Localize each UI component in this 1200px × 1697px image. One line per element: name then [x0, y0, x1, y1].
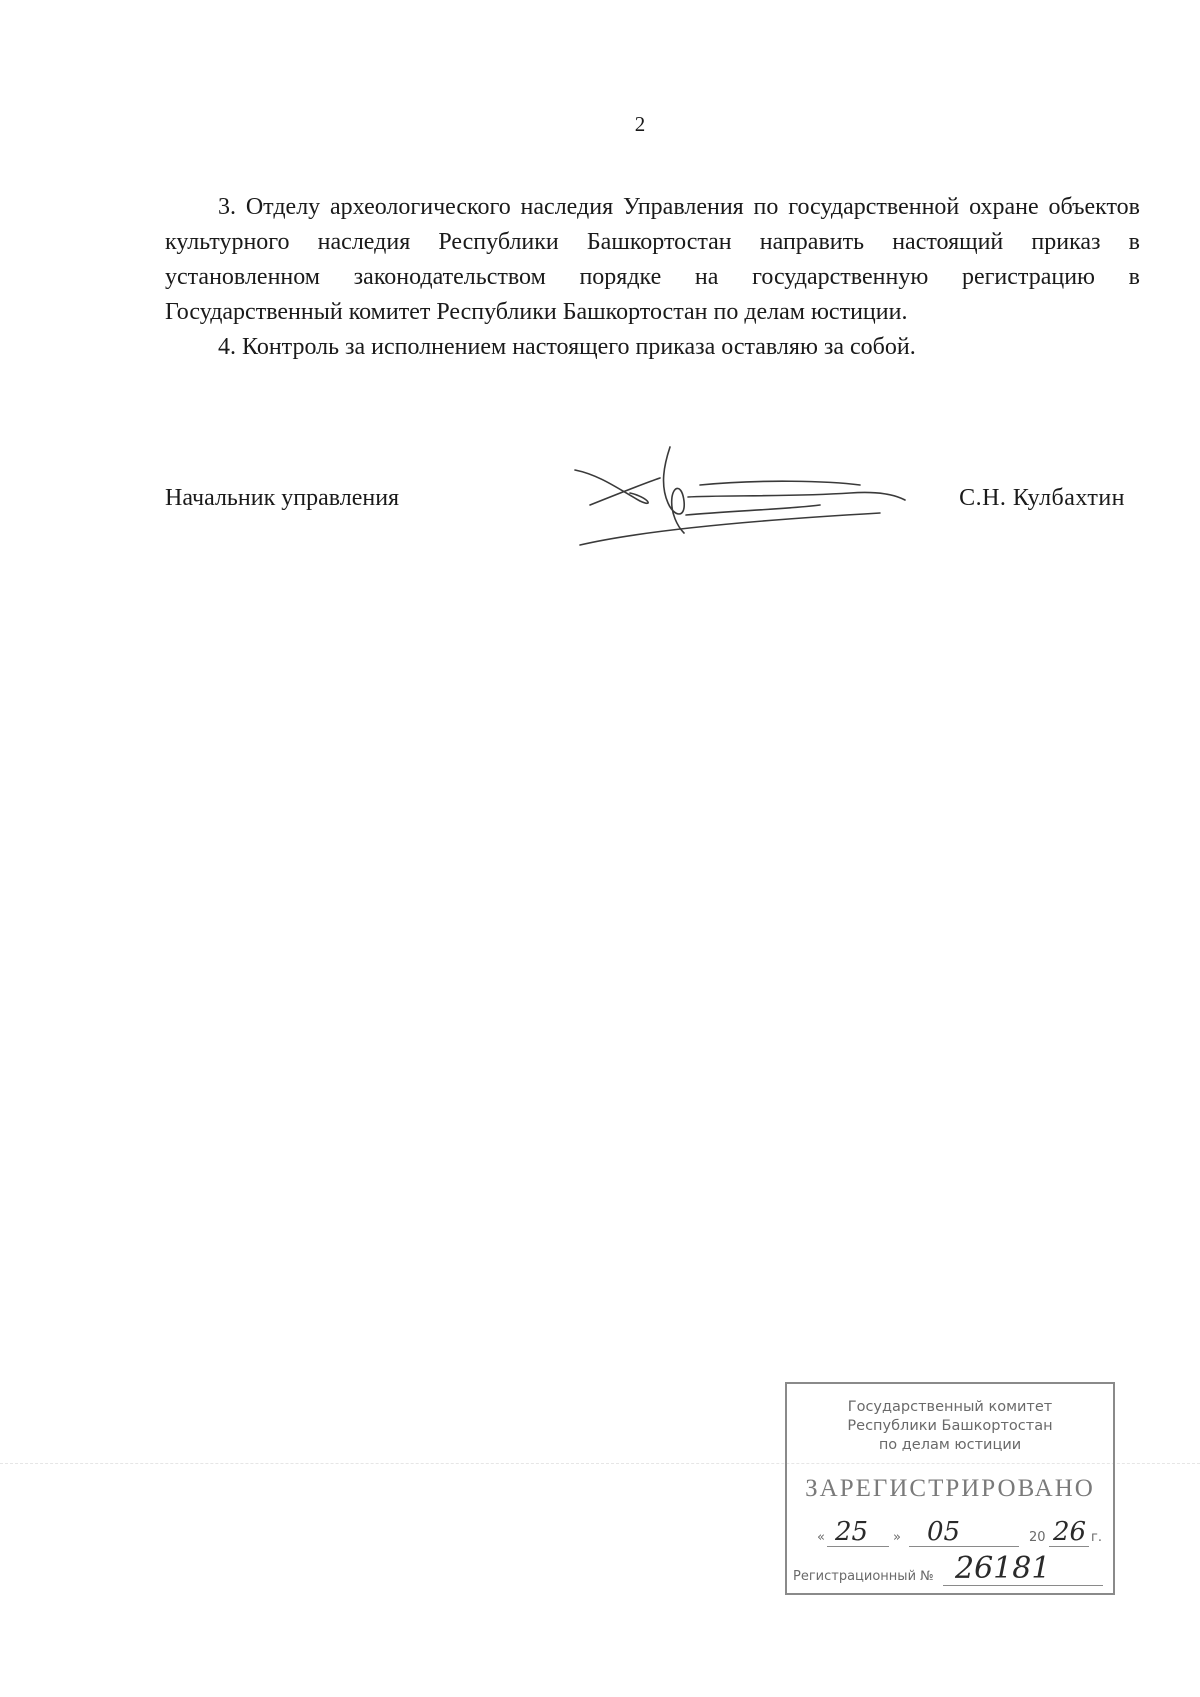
registration-label: Регистрационный №: [793, 1569, 934, 1584]
stamp-date: [817, 1517, 1107, 1551]
stamp-header-line: Государственный комитет: [847, 1399, 1053, 1415]
document-body: [165, 190, 1140, 365]
month-underline: [909, 1546, 1019, 1547]
page-number: 2: [634, 112, 646, 136]
stamp-registration: [793, 1551, 1109, 1590]
stamp-header-line: по делам юстиции: [878, 1437, 1022, 1453]
signature-block: [165, 485, 1125, 525]
date-year-suffix: 26: [1053, 1517, 1087, 1547]
registration-number: 26181: [955, 1551, 1051, 1586]
date-day: 25: [835, 1517, 869, 1547]
registration-stamp: [785, 1382, 1115, 1595]
date-year-unit: г.: [1091, 1530, 1102, 1545]
paragraph-3: 3. Отделу археологического наследия Управления по государственной охране объектов культурного наследия Республики Башкортостан направить настоящий приказ в установленном законодательством порядке на государственную регистрацию в Государственный комитет Республики Башкортостан по делам юстиции.: [165, 194, 1140, 325]
paragraph-4: 4. Контроль за исполнением настоящего приказа оставляю за собой.: [218, 334, 916, 360]
date-open-quote: «: [817, 1530, 825, 1545]
stamp-header-line: Республики Башкортостан: [847, 1418, 1053, 1434]
date-year-prefix: 20: [1029, 1530, 1046, 1545]
stamp-header: [787, 1398, 1113, 1455]
signer-title: Начальник управления: [165, 485, 400, 511]
signer-name: С.Н. Кулбахтин: [959, 485, 1125, 511]
date-month: 05: [927, 1517, 961, 1547]
stamp-title: ЗАРЕГИСТРИРОВАНО: [805, 1475, 1095, 1502]
date-close-quote: »: [893, 1530, 901, 1545]
